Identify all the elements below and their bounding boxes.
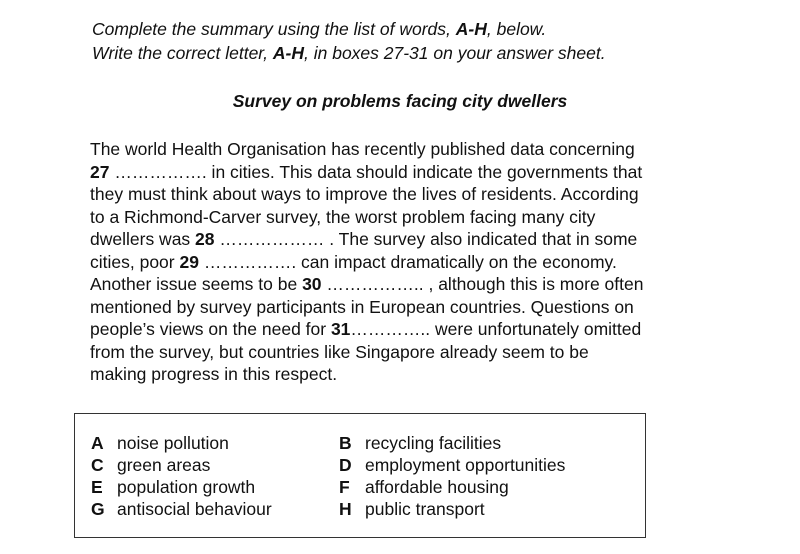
option-text: recycling facilities: [365, 433, 502, 453]
instruction-text: , in boxes 27-31 on your answer sheet.: [304, 43, 606, 63]
instruction-text: , below.: [486, 19, 547, 39]
option-letter: F: [339, 477, 350, 497]
option-letter: D: [339, 455, 352, 475]
instruction-text: Write the correct letter,: [92, 43, 273, 63]
gap-text: …………….. , although this is more often: [321, 274, 644, 294]
line-text: cities, poor: [90, 251, 180, 272]
summary-line: mentioned by survey participants in European countries. Questions on: [90, 296, 634, 317]
question-number-31: 31: [330, 319, 351, 339]
instruction-line-1: [92, 17, 606, 41]
summary-text: [90, 138, 643, 386]
option-text: public transport: [365, 499, 485, 519]
line-text: people’s views on the need for: [90, 319, 331, 339]
instruction-line-2: [92, 41, 606, 65]
question-number-29: 29: [179, 251, 199, 272]
line-text: dwellers was: [90, 229, 196, 249]
instruction-text: Complete the summary using the list of words,: [92, 19, 456, 39]
question-number-28: 28: [195, 229, 215, 249]
option-letter: A: [91, 433, 104, 453]
gap-text: ………….. were unfortunately omitted: [350, 319, 642, 339]
option-text: antisocial behaviour: [117, 499, 272, 519]
gap-text: ……………. in cities. This data should indicate the governments that: [109, 161, 643, 182]
option-text: employment opportunities: [365, 455, 566, 475]
summary-line: [90, 161, 643, 184]
summary-line: from the survey, but countries like Singapore already seem to be: [90, 341, 589, 362]
letter-range: A-H: [455, 19, 487, 39]
option-b: [339, 432, 501, 454]
option-text: affordable housing: [365, 477, 509, 497]
word-list-box: [74, 413, 646, 538]
option-f: [339, 476, 509, 498]
instructions: [92, 17, 606, 65]
option-text: population growth: [117, 477, 256, 497]
option-letter: G: [91, 499, 105, 519]
summary-line: [90, 273, 643, 296]
option-letter: H: [339, 499, 352, 519]
option-g: [91, 498, 272, 520]
summary-line: making progress in this respect.: [90, 364, 338, 384]
summary-line: they must think about ways to improve the lives of residents. According: [90, 184, 639, 204]
summary-line: The world Health Organisation has recently published data concerning: [90, 139, 635, 159]
option-c: [91, 454, 210, 476]
gap-text: ……………. can impact dramatically on the economy.: [198, 251, 617, 272]
option-h: [339, 498, 485, 520]
option-letter: C: [91, 455, 104, 475]
option-text: noise pollution: [117, 433, 229, 453]
option-letter: E: [91, 477, 103, 497]
question-number-27: 27: [90, 161, 110, 182]
option-a: [91, 432, 229, 454]
summary-line: [90, 228, 643, 251]
summary-title: Survey on problems facing city dwellers: [232, 91, 568, 111]
option-d: [339, 454, 565, 476]
question-number-30: 30: [302, 274, 322, 294]
option-e: [91, 476, 255, 498]
summary-line: to a Richmond-Carver survey, the worst problem facing many city: [90, 206, 596, 227]
summary-line: [90, 251, 643, 274]
letter-range: A-H: [272, 43, 304, 63]
line-text: Another issue seems to be: [90, 274, 303, 294]
gap-text: ……………… . The survey also indicated that in some: [214, 229, 638, 249]
option-text: green areas: [117, 455, 211, 475]
option-letter: B: [339, 433, 352, 453]
summary-line: [90, 318, 643, 341]
